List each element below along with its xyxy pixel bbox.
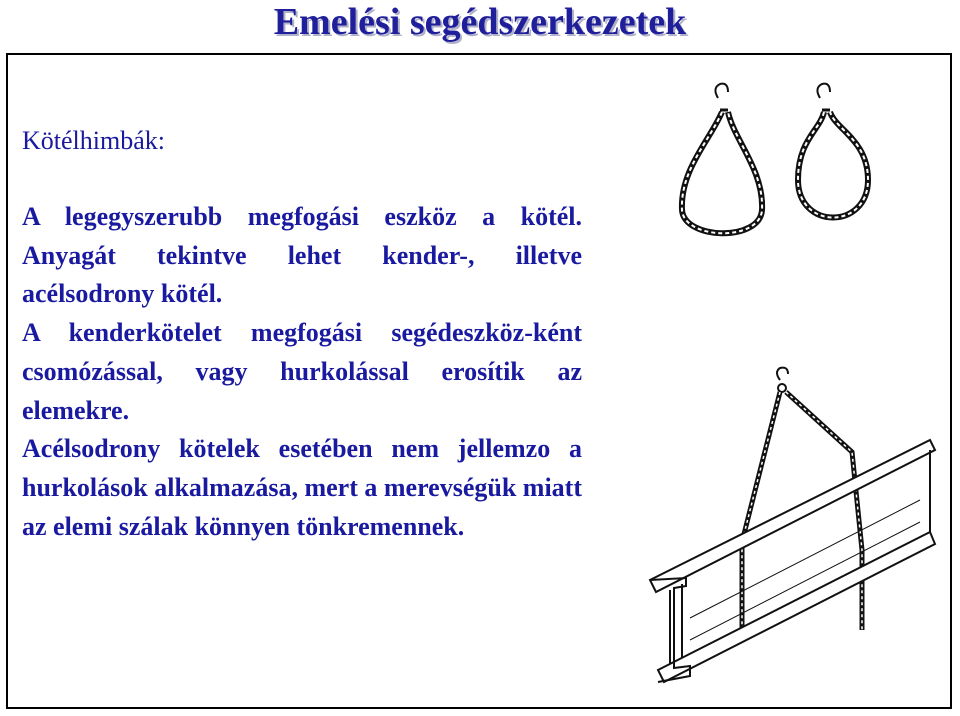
body-text: [22, 198, 582, 546]
section-heading: Kötélhimbák:: [22, 126, 165, 155]
paragraph-2: A kenderkötelet megfogási segédeszköz-ként csomózással, vagy hurkolással erosítik az elemekre.: [22, 318, 582, 425]
paragraph-3: Acélsodrony kötelek esetében nem jellemzo a hurkolások alkalmazása, mert a merevségük miatt az elemi szálak könnyen tönkremennek.: [22, 434, 582, 541]
i-beam-icon: [650, 440, 935, 682]
page-title: Emelési segédszerkezetek: [273, 1, 687, 43]
paragraph-1: A legegyszerubb megfogási eszköz a kötél. Anyagát tekintve lehet kender-, illetve acélsodrony kötél.: [22, 202, 582, 309]
rope-loop-icon: [682, 84, 762, 234]
rope-sling-illustration: [630, 70, 945, 700]
hook-icon: [777, 368, 788, 392]
rope-ring-icon: [798, 84, 868, 218]
